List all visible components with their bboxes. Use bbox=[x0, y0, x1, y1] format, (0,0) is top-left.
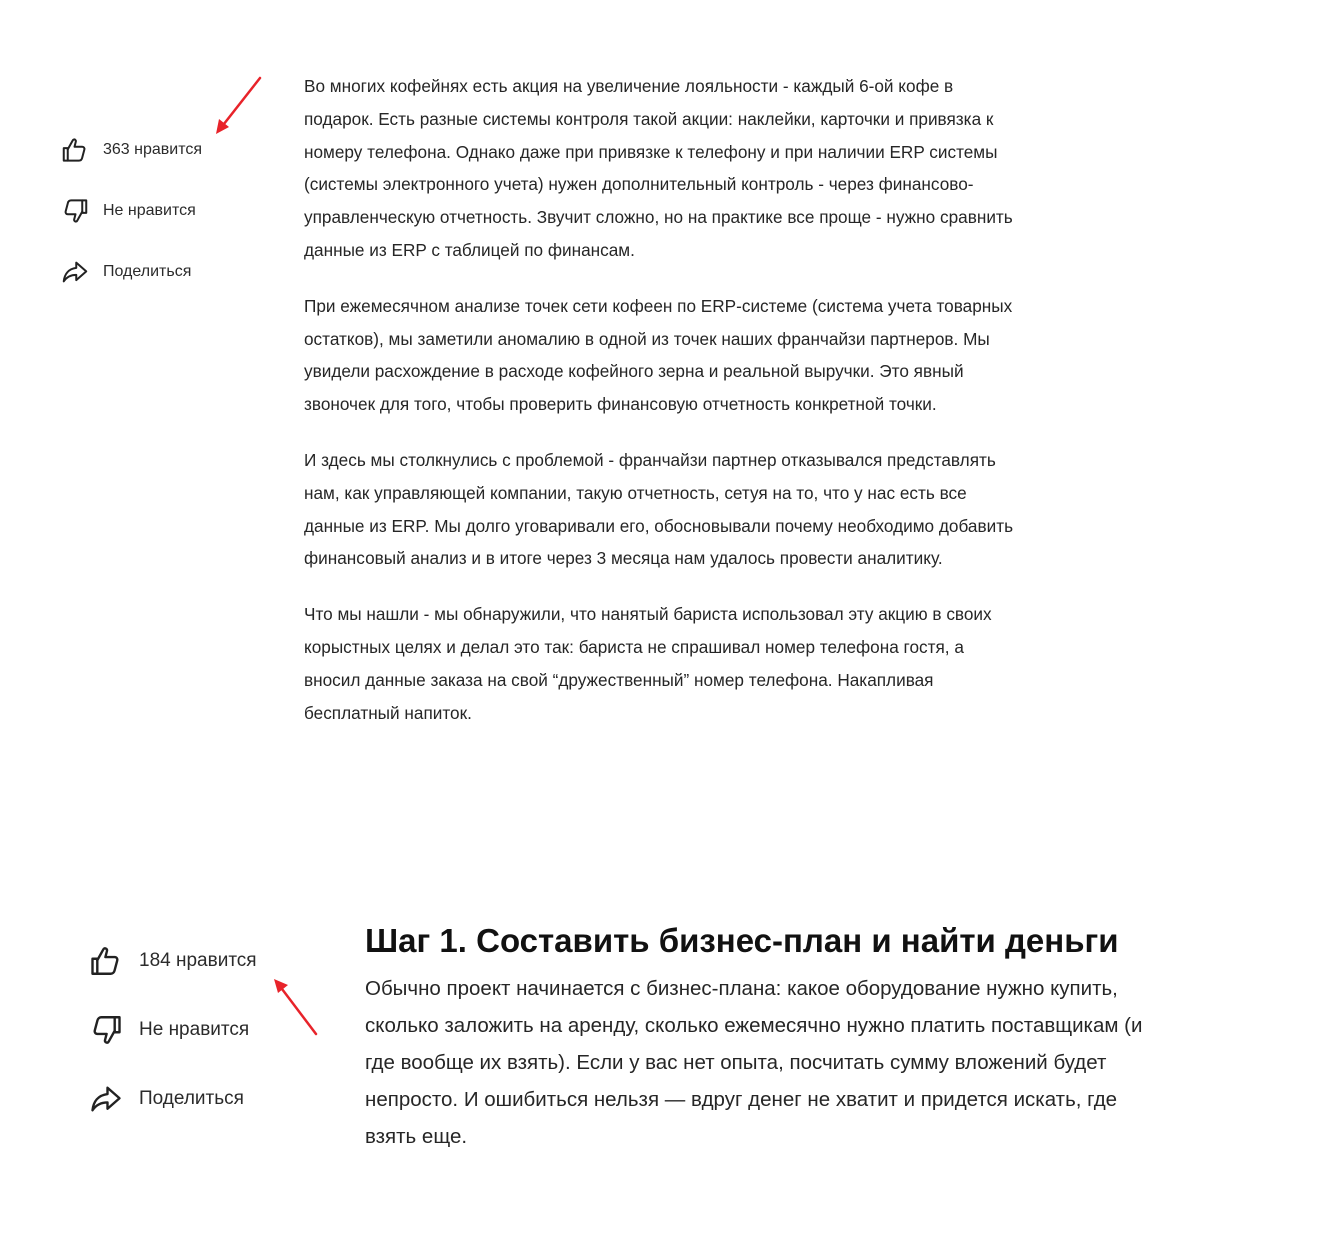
thumbs-up-icon bbox=[60, 135, 90, 165]
reaction-panel-top bbox=[60, 133, 202, 316]
share-button[interactable] bbox=[88, 1079, 257, 1119]
share-arrow-icon bbox=[60, 257, 90, 287]
article-paragraph: И здесь мы столкнулись с проблемой - франчайзи партнер отказывался представлять нам, как управляющей компании, такую отчетность, сетуя на то, что у нас есть все данные из ERP. Мы долго уговаривали его, обосновывали почему необходимо добавить финансовый анализ и в итоге через 3 месяца нам удалось провести аналитику. bbox=[304, 449, 1014, 569]
article-paragraph: При ежемесячном анализе точек сети кофеен по ERP-системе (система учета товарных остатков), мы заметили аномалию в одной из точек наших франчайзи партнеров. Мы увидели расхождение в расходе кофейного зерна и реальной выручки. Это явный звоночек для того, чтобы проверить финансовую отчетность конкретной точки. bbox=[304, 295, 1013, 415]
red-arrow-icon bbox=[274, 979, 316, 1034]
dislike-button[interactable] bbox=[88, 1010, 257, 1050]
like-button[interactable] bbox=[88, 941, 257, 981]
article-body-bottom bbox=[365, 919, 1155, 1155]
dislike-label: Не нравится bbox=[139, 1019, 250, 1040]
share-label: Поделиться bbox=[103, 263, 192, 280]
share-arrow-icon bbox=[88, 1081, 124, 1117]
article-body-top bbox=[304, 70, 1024, 752]
thumbs-down-icon bbox=[60, 196, 90, 226]
thumbs-down-icon bbox=[88, 1012, 124, 1048]
like-button[interactable] bbox=[60, 133, 202, 167]
red-arrow-icon bbox=[216, 78, 260, 134]
article-paragraph: Что мы нашли - мы обнаружили, что нанятый бариста использовал эту акцию в своих корыстных целях и делал это так: бариста не спрашивал номер телефона гостя, а вносил данные заказа на свой “дружественный” номер телефона. Накапливая бесплатный напиток. bbox=[304, 604, 992, 723]
share-button[interactable] bbox=[60, 255, 202, 289]
like-count-label: 184 нравится bbox=[139, 950, 257, 971]
thumbs-up-icon bbox=[88, 943, 124, 979]
dislike-label: Не нравится bbox=[103, 202, 196, 219]
article-paragraph: Обычно проект начинается с бизнес-плана: какое оборудование нужно купить, сколько заложить на аренду, сколько ежемесячно нужно платить поставщикам (и где вообще их взять). Если у вас нет опыта, посчитать сумму вложений будет непросто. И ошибиться нельзя — вдруг денег не хватит и придется искать, где взять еще. bbox=[365, 977, 1143, 1148]
section-heading: Шаг 1. Составить бизнес-план и найти деньги bbox=[365, 922, 1119, 959]
dislike-button[interactable] bbox=[60, 194, 202, 228]
article-paragraph: Во многих кофейнях есть акция на увеличение лояльности - каждый 6-ой кофе в подарок. Есть разные системы контроля такой акции: наклейки, карточки и привязка к номеру телефона. Однако даже при привязке к телефону и при наличии ERP системы (системы электронного учета) нужен дополнительный контроль - через финансово-управленческую отчетность. Звучит сложно, но на практике все проще - нужно сравнить данные из ERP с таблицей по финансам. bbox=[304, 76, 1013, 260]
like-count-label: 363 нравится bbox=[103, 141, 203, 158]
reaction-panel-bottom bbox=[88, 941, 257, 1148]
share-label: Поделиться bbox=[139, 1088, 244, 1109]
